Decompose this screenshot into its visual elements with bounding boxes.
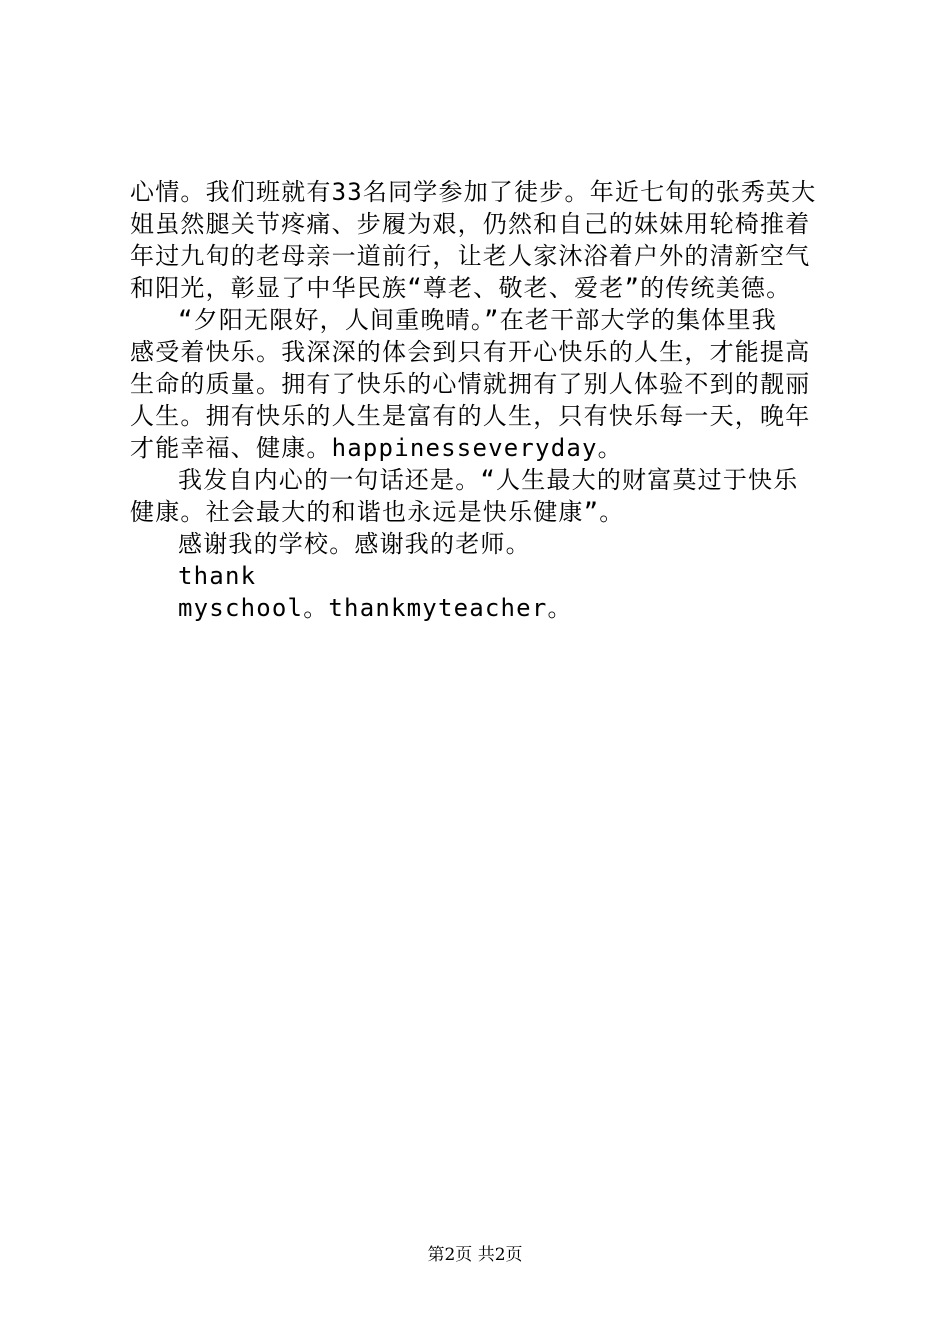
paragraph-line: 和阳光，彰显了中华民族“尊老、敬老、爱老”的传统美德。 <box>130 274 792 302</box>
paragraph-line: 感谢我的学校。感谢我的老师。 <box>178 530 531 558</box>
paragraph-line: 我发自内心的一句话还是。“人生最大的财富莫过于快乐 <box>178 466 799 494</box>
page-number-footer: 第2页 共2页 <box>427 1245 523 1265</box>
paragraph-line: 心情。我们班就有33名同学参加了徒步。年近七旬的张秀英大 <box>130 178 817 206</box>
paragraph-line: 健康。社会最大的和谐也永远是快乐健康”。 <box>130 498 625 526</box>
paragraph-line: “夕阳无限好，人间重晚晴。”在老干部大学的集体里我 <box>178 306 777 334</box>
paragraph-line: 人生。拥有快乐的人生是富有的人生，只有快乐每一天，晚年 <box>130 402 811 430</box>
paragraph-line: myschool。thankmyteacher。 <box>178 594 573 622</box>
paragraph-line: 生命的质量。拥有了快乐的心情就拥有了别人体验不到的靓丽 <box>130 370 811 398</box>
paragraph-line: 感受着快乐。我深深的体会到只有开心快乐的人生，才能提高 <box>130 338 811 366</box>
paragraph-line: 姐虽然腿关节疼痛、步履为艰，仍然和自己的妹妹用轮椅推着 <box>130 210 811 238</box>
document-body <box>130 176 835 624</box>
paragraph-line: 年过九旬的老母亲一道前行，让老人家沐浴着户外的清新空气 <box>130 242 811 270</box>
paragraph-line: thank <box>178 562 257 590</box>
paragraph-line: 才能幸福、健康。happinesseveryday。 <box>130 434 623 462</box>
